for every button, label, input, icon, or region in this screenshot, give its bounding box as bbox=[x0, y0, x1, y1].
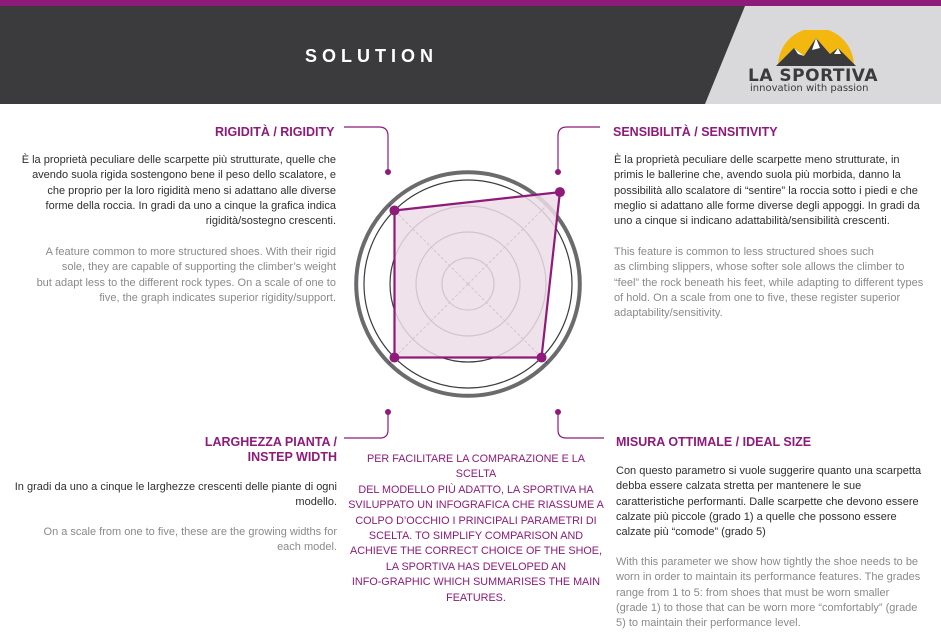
size-text-en: With this parameter we show how tightly the shoe needs to be worn in order to maintain its performance features. The grades range from 1 to 5: from shoes that must be worn smaller (grade 1) to those that can be worn more “comfortably” (grade 5) to maintain their performance level. bbox=[616, 556, 921, 630]
size-title: MISURA OTTIMALE / IDEAL SIZE bbox=[616, 435, 812, 449]
instep-title: LARGHEZZA PIANTA / INSTEP WIDTH bbox=[204, 435, 337, 464]
connector-dot-size bbox=[556, 410, 561, 415]
sensitivity-title: SENSIBILITÀ / SENSITIVITY bbox=[613, 125, 778, 139]
connector-sensitivity bbox=[558, 127, 600, 172]
sensitivity-text-en: This feature is common to less structured shoes such as climbing slippers, whose softer sole allows the climber to “feel” the rock beneath his feet, while adapting to different types of hold. On a scale from one to five, these register superior adaptability/sensitivity. bbox=[614, 246, 924, 320]
instep-text-it: In gradi da uno a cinque le larghezze crescenti delle piante di ogni modello. bbox=[14, 481, 337, 509]
radar-point-sensitivity bbox=[555, 187, 565, 197]
brand-tagline: innovation with passion bbox=[750, 83, 869, 94]
instep-text-en: On a scale from one to five, these are the growing widths for each model. bbox=[43, 526, 337, 554]
radar-point-size bbox=[537, 353, 547, 363]
rigidity-title: RIGIDITÀ / RIGIDITY bbox=[215, 125, 335, 139]
brand-name: LA SPORTIVA bbox=[748, 66, 878, 86]
radar-point-rigidity bbox=[389, 205, 399, 215]
connector-dot-instep bbox=[386, 410, 391, 415]
sensitivity-text-it: È la proprietà peculiare delle scarpette meno strutturate, in primis le ballerine che, avendo suola più morbida, danno la possibilità allo scalatore di “sentire” la roccia sotto i piedi e che meglio si adattano alle forme diverse degli appoggi. In gradi da uno a cinque si indicano adattabilità/sensibilità crescenti. bbox=[614, 154, 920, 228]
connector-rigidity bbox=[344, 127, 388, 172]
center-intro-text: PER FACILITARE LA COMPARAZIONE E LA SCELTA DEL MODELLO PIÙ ADATTO, LA SPORTIVA HA SVILUPPATO UN INFOGRAFICA CHE RIASSUME A COLPO D’OCCHIO I PRINCIPALI PARAMETRI DI SCELTA. TO SIMPLIFY COMPARISON AND ACHIEVE THE CORRECT CHOICE OF THE SHOE, LA SPORTIVA HAS DEVELOPED AN INFO-GRAPHIC WHICH SUMMARISES THE MAIN FEATURES. bbox=[348, 453, 604, 604]
connector-size bbox=[558, 412, 604, 438]
rigidity-text-en: A feature common to more structured shoes. With their rigid sole, they are capable of supporting the climber’s weight but adapt less to the different rock types. On a scale of one to five, the graph indicates superior rigidity/support. bbox=[36, 246, 336, 304]
rigidity-text-it: È la proprietà peculiare delle scarpette più strutturate, quelle che avendo suola rigida sostengono bene il peso dello scalatore, e che proprio per la loro rigidità meno si adattano alle diverse forme della roccia. In gradi da uno a cinque la grafica indica rigidità/sostegno crescenti. bbox=[21, 154, 336, 228]
size-text-it: Con questo parametro si vuole suggerire quanto una scarpetta debba essere calzata stretta per mantenere le sue caratteristiche performanti. Dalle scarpette che devono essere calzate più piccole (grado 1) a quelle che possono essere calzate più “comode” (grado 5) bbox=[616, 465, 922, 539]
connector-dot-sensitivity bbox=[556, 170, 561, 175]
connector-dot-rigidity bbox=[386, 170, 391, 175]
radar-shape bbox=[395, 192, 560, 357]
radar-point-instep bbox=[389, 353, 399, 363]
connector-instep bbox=[344, 412, 388, 438]
page-title: SOLUTION bbox=[305, 46, 438, 66]
